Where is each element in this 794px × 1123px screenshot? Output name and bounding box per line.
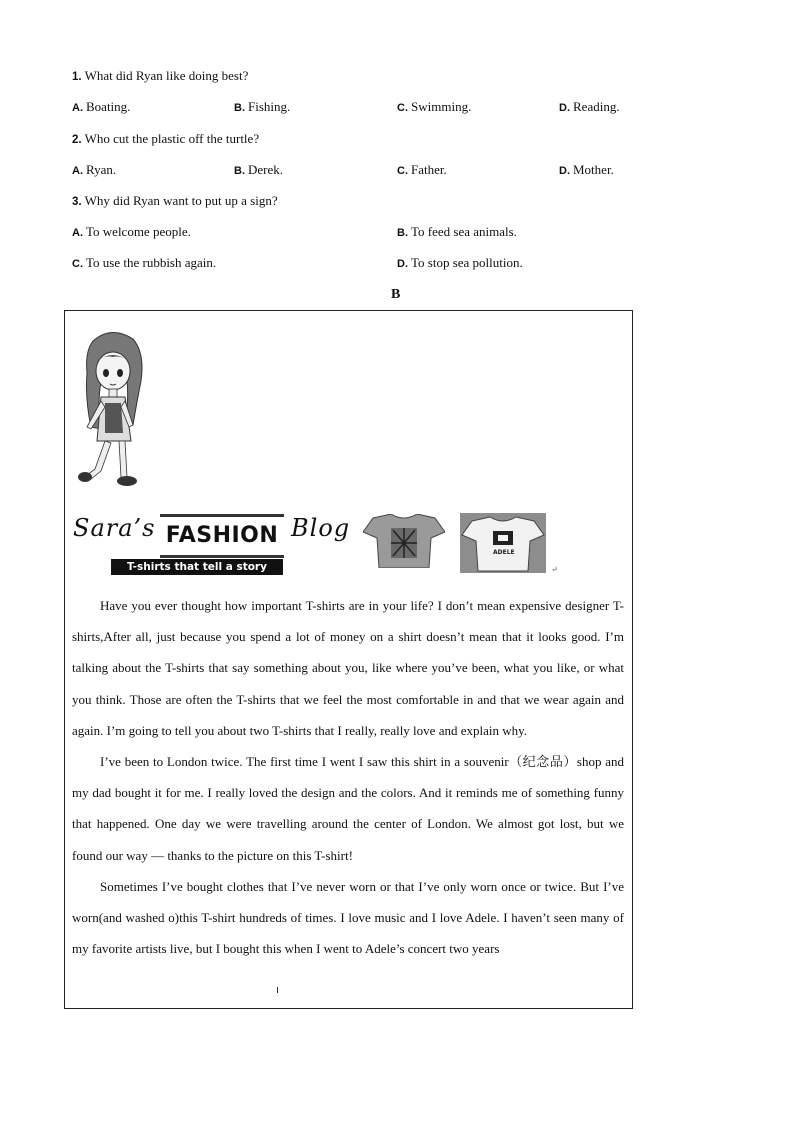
- return-mark-icon: ↵: [551, 565, 558, 574]
- option-3d[interactable]: D. To stop sea pollution.: [397, 255, 523, 270]
- paragraph-1: Have you ever thought how important T-shirts are in your life? I don’t mean expensive designer T-shirts,After all, just because you spend a lot of money on a shirt doesn’t mean that it looks good. I’m talking about the T-shirts that say something about you, like where you’ve been, what you like, or what you think. Those are often the T-shirts that we feel the most comfortable in and that we wear again and again. I’m going to tell you about two T-shirts that I really, really love and explain why.: [72, 598, 624, 738]
- option-2d[interactable]: D. Mother.: [559, 162, 614, 177]
- option-3c[interactable]: C. To use the rubbish again.: [72, 255, 217, 270]
- question-1: [72, 68, 248, 84]
- logo-name: Sara’s: [73, 514, 156, 542]
- option-2c[interactable]: C. Father.: [397, 162, 447, 177]
- question-number: 3.: [72, 196, 82, 208]
- question-2: [72, 131, 259, 147]
- question-text: What did Ryan like doing best?: [84, 68, 249, 83]
- paragraph-2: I’ve been to London twice. The first time I went I saw this shirt in a souvenir（纪念品）shop and my dad bought it for me. I really loved the design and the colors. And it reminds me of something funny that happened. One day we were travelling around the center of London. We almost got lost, but we found our way — thanks to the picture on this T-shirt!: [72, 754, 624, 863]
- option-3b[interactable]: B. To feed sea animals.: [397, 224, 517, 239]
- girl-illustration: [71, 329, 161, 494]
- article-body: [72, 590, 624, 964]
- question-number: 1.: [72, 71, 82, 83]
- option-1d[interactable]: D. Reading.: [559, 99, 620, 114]
- adele-tshirt-text: ADELE: [493, 549, 515, 556]
- logo-blog: Blog: [291, 514, 351, 542]
- question-text: Who cut the plastic off the turtle?: [84, 131, 260, 146]
- logo-fashion: FASHION: [160, 514, 284, 558]
- option-1c[interactable]: C. Swimming.: [397, 99, 472, 114]
- section-label: B: [391, 287, 401, 302]
- option-1b[interactable]: B. Fishing.: [234, 99, 291, 114]
- question-number: 2.: [72, 134, 82, 146]
- option-2b[interactable]: B. Derek.: [234, 162, 284, 177]
- passage-box: [64, 310, 633, 1009]
- text-cursor-mark: [277, 987, 278, 993]
- question-text: Why did Ryan want to put up a sign?: [84, 193, 278, 208]
- london-tshirt-image: [363, 514, 445, 568]
- paragraph-3: Sometimes I’ve bought clothes that I’ve never worn or that I’ve only worn once or twice. But I’ve worn(and washed o)this T-shirt hundreds of times. I love music and I love Adele. I haven’t seen many of my favorite artists live, but I bought this when I went to Adele’s concert two years: [72, 878, 624, 957]
- adele-tshirt-image: [460, 513, 546, 573]
- blog-tagline: T-shirts that tell a story: [111, 559, 283, 575]
- option-3a[interactable]: A. To welcome people.: [72, 224, 191, 239]
- question-3: [72, 193, 278, 209]
- option-1a[interactable]: A. Boating.: [72, 99, 131, 114]
- option-2a[interactable]: A. Ryan.: [72, 162, 117, 177]
